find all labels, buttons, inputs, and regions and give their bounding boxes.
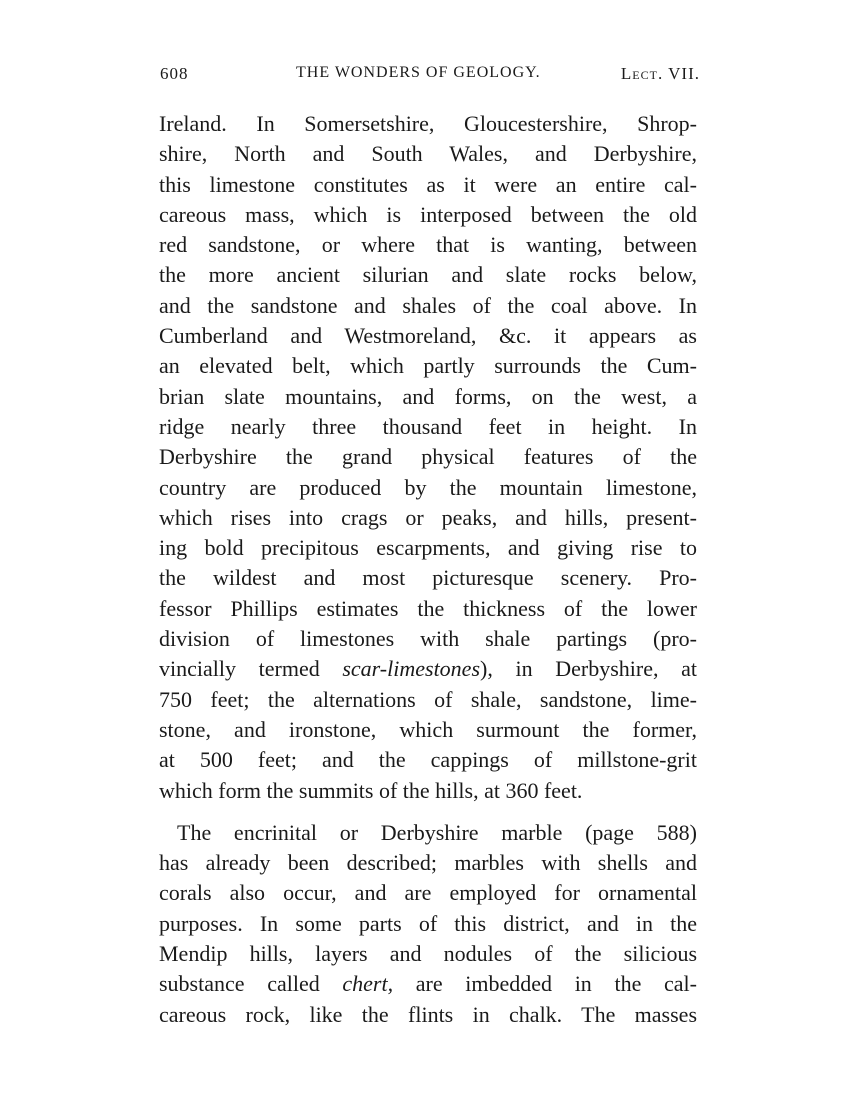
text-line: stone, and ironstone, which surmount the former, (159, 716, 697, 742)
text-line: has already been described; marbles with shells and (159, 850, 697, 876)
text-line: careous mass, which is interposed between the old (159, 201, 697, 227)
body-text (159, 109, 697, 1030)
text-line: and the sandstone and shales of the coal above. In (159, 292, 697, 318)
page-number: 608 (160, 64, 189, 83)
text-line: corals also occur, and are employed for ornamental (159, 880, 697, 906)
text-line: an elevated belt, which partly surrounds the Cum- (159, 353, 697, 379)
text-fragment: ), in Derbyshire, at (480, 656, 698, 682)
text-line: which form the summits of the hills, at 360 feet. (159, 777, 583, 803)
text-line: brian slate mountains, and forms, on the west, a (159, 383, 697, 409)
text-line-with-italic (159, 654, 697, 684)
text-line-with-italic (159, 969, 697, 999)
text-line: careous rock, like the flints in chalk. The masses (159, 1001, 697, 1027)
paragraph (159, 109, 697, 806)
text-line: ridge nearly three thousand feet in height. In (159, 413, 697, 439)
italic-term: chert, (342, 971, 394, 997)
lecture-reference: Lect. VII. (620, 64, 700, 83)
text-line: at 500 feet; and the cappings of millstone-grit (159, 747, 697, 773)
text-line: Derbyshire the grand physical features of the (159, 444, 697, 470)
text-line: The encrinital or Derbyshire marble (page 588) (177, 819, 697, 845)
text-line: country are produced by the mountain limestone, (159, 474, 697, 500)
text-line: Ireland. In Somersetshire, Gloucestershire, Shrop- (159, 111, 697, 136)
text-line: purposes. In some parts of this district, and in the (159, 910, 697, 936)
paragraph-gap (159, 806, 697, 818)
text-fragment: substance called (159, 971, 343, 997)
italic-term: scar-limestones (342, 656, 481, 682)
text-line: this limestone constitutes as it were an entire cal- (159, 171, 697, 197)
text-line: shire, North and South Wales, and Derbyshire, (159, 141, 697, 167)
running-head (160, 64, 700, 88)
text-line: Cumberland and Westmoreland, &c. it appears as (159, 323, 697, 349)
text-line: which rises into crags or peaks, and hills, present- (159, 504, 697, 530)
text-fragment: are imbedded in the cal- (393, 971, 697, 997)
text-fragment: vincially termed (159, 656, 343, 682)
text-line: fessor Phillips estimates the thickness of the lower (159, 595, 697, 621)
text-line: 750 feet; the alternations of shale, sandstone, lime- (159, 686, 697, 712)
text-line: Mendip hills, layers and nodules of the silicious (159, 941, 697, 967)
paragraph (159, 818, 697, 1030)
text-line: ing bold precipitous escarpments, and giving rise to (159, 535, 697, 561)
text-line: the more ancient silurian and slate rocks below, (159, 262, 697, 288)
book-title: THE WONDERS OF GEOLOGY. (296, 64, 541, 81)
text-line: red sandstone, or where that is wanting, between (159, 232, 697, 258)
text-line: the wildest and most picturesque scenery. Pro- (159, 565, 697, 591)
text-line: division of limestones with shale partings (pro- (159, 626, 697, 652)
